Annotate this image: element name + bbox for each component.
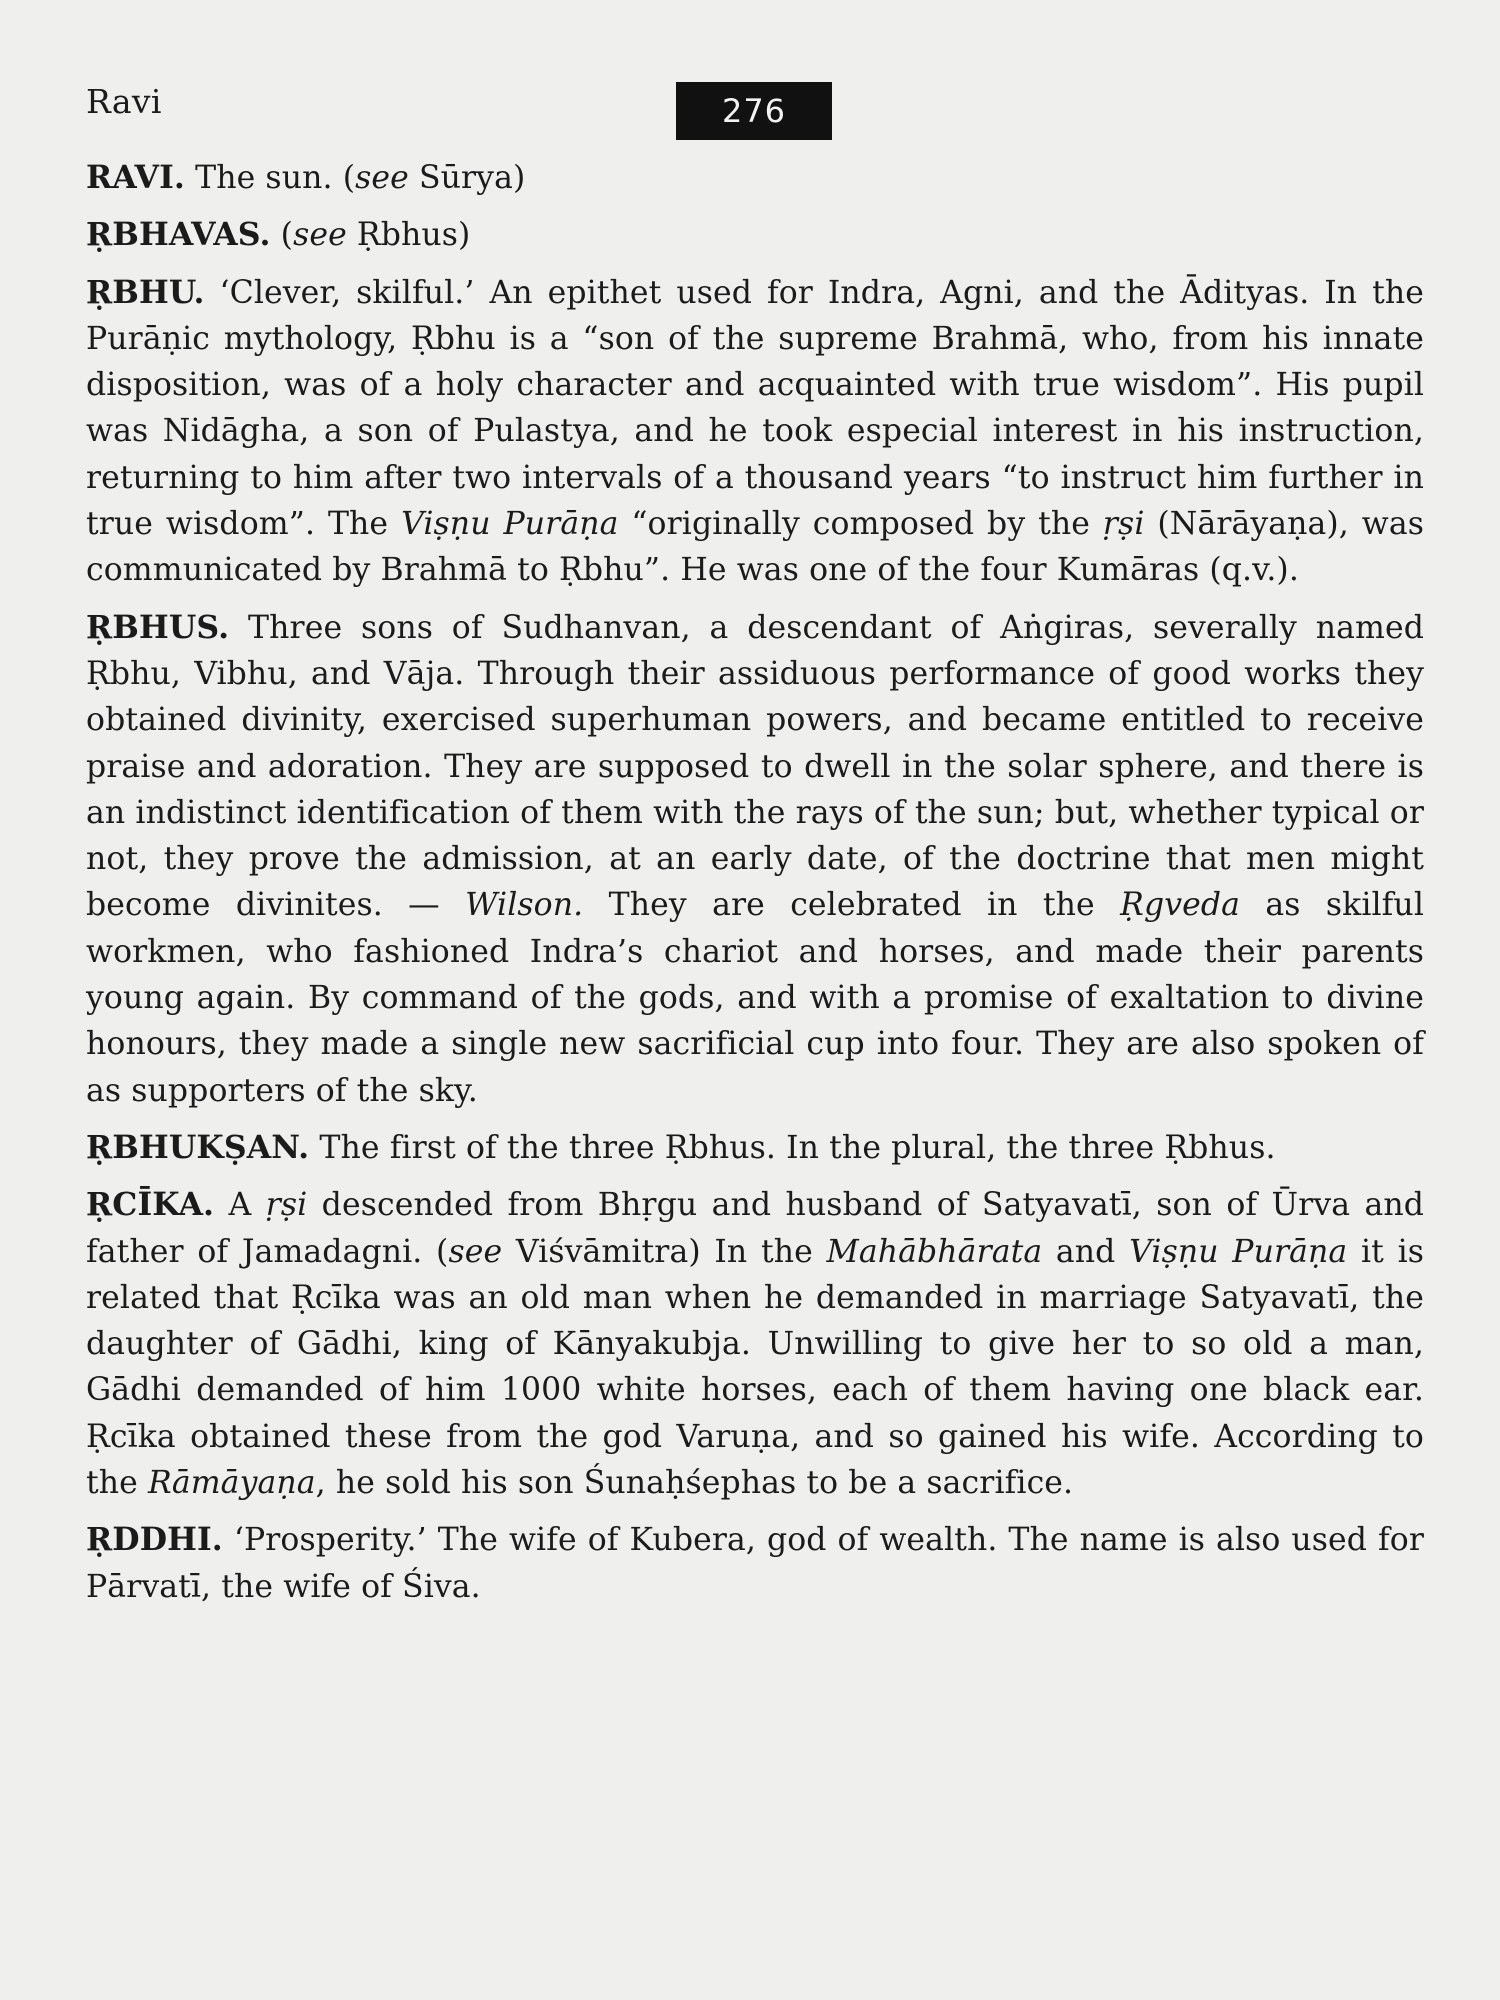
page-number-badge: 276 (676, 82, 832, 140)
entry-ravi: RAVI. The sun. (see Sūrya) (86, 159, 526, 196)
entry-headword: ṚDDHI. (86, 1521, 223, 1559)
running-head: Ravi (86, 82, 162, 121)
entry-rbhu: ṚBHU. ‘Clever, skilful.’ An epithet used for Indra, Agni, and the Ādityas. In the Purāṇic mythology, Ṛbhu is a “son of the supreme Brahmā, who, from his innate disposition, was of a holy character and acquainted with true wisdom”. His pupil was Nidāgha, a son of Pulastya, and he took especial interest in his instruction, returning to him after two intervals of a thousand years “to instruct him further in true wisdom”. The Viṣṇu Purāṇa “originally composed by the ṛṣi (Nārāyaṇa), was communicated by Brahmā to Ṛbhu”. He was one of the four Kumāras (q.v.). (86, 273, 1424, 589)
entry-rcika: ṚCĪKA. A ṛṣi descended from Bhṛgu and husband of Satyavatī, son of Ūrva and father of Jamadagni. (see Viśvāmitra) In the Mahābhārata and Viṣṇu Purāṇa it is related that Ṛcīka was an old man when he demanded in marriage Satyavatī, the daughter of Gādhi, king of Kānyakubja. Unwilling to give her to so old a man, Gādhi demanded of him 1000 white horses, each of them having one black ear. Ṛcīka obtained these from the god Varuṇa, and so gained his wife. According to the Rāmāyaṇa, he sold his son Śunaḥśephas to be a sacrifice. (86, 1186, 1425, 1502)
entry-rddhi: ṚDDHI. ‘Prosperity.’ The wife of Kubera, god of wealth. The name is also used for Pārvatī, the wife of Śiva. (86, 1521, 1424, 1605)
entry-headword: RAVI. (86, 159, 185, 196)
entry-headword: ṚBHU. (86, 273, 205, 311)
entry-rbhavas: ṚBHAVAS. (see Ṛbhus) (86, 216, 471, 254)
entry-headword: ṚBHAVAS. (86, 216, 271, 254)
entry-rbhuksan: ṚBHUKṢAN. The first of the three Ṛbhus. In the plural, the three Ṛbhus. (86, 1128, 1276, 1166)
entry-headword: ṚBHUS. (86, 608, 230, 646)
entry-headword: ṚBHUKṢAN. (86, 1128, 310, 1166)
entry-rbhus: ṚBHUS. Three sons of Sudhanvan, a descendant of Aṅgiras, severally named Ṛbhu, Vibhu, and Vāja. Through their assiduous performance of good works they obtained divinity, exercised superhuman powers, and became entitled to receive praise and adoration. They are supposed to dwell in the solar sphere, and there is an indistinct identification of them with the rays of the sun; but, whether typical or not, they prove the admission, at an early date, of the doctrine that men might become divinites. — Wilson. They are celebrated in the Ṛgveda as skilful workmen, who fashioned Indra’s chariot and horses, and made their parents young again. By command of the gods, and with a promise of exaltation to divine honours, they made a single new sacrificial cup into four. They are also spoken of as supporters of the sky. (86, 608, 1424, 1109)
entries-column (86, 155, 1424, 1621)
entry-headword: ṚCĪKA. (86, 1186, 215, 1224)
